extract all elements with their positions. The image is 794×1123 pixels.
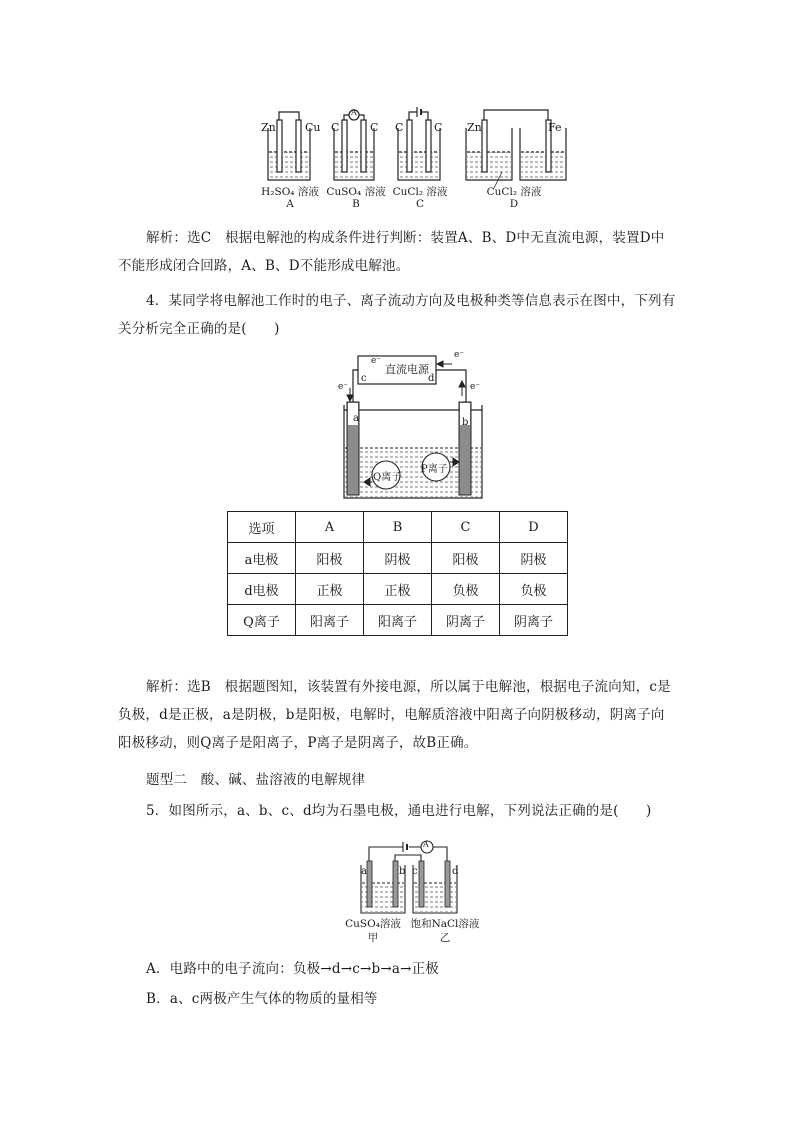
question-4: 4．某同学将电解池工作时的电子、离子流动方向及电极种类等信息表示在图中，下列有关分析完全正确的是( ): [118, 293, 676, 337]
table-header-cell: B: [364, 512, 432, 543]
fig1-c-left-label: C: [395, 121, 404, 134]
table-cell: 正极: [364, 574, 432, 605]
table-cell: 阴极: [364, 543, 432, 574]
options-table: [227, 511, 568, 636]
fig1-b-right-label: C: [370, 121, 379, 134]
analysis-question-4: 解析：选B 根据题图知，该装置有外接电源，所以属于电解池，根据电子流向知，c是负极，d是正极，a是阴极，b是阳极，电解时，电解质溶液中阳离子向阴极移动，阴离子向阳极移动，则Q离子是阳离子，P离子是阴离子，故B正确。: [118, 679, 671, 751]
fig1-b-left-label: C: [331, 121, 340, 134]
option-b: B．a、c两极产生气体的物质的量相等: [146, 991, 378, 1007]
fig1-d-letter: D: [509, 198, 519, 210]
fig3-electrode-a: a: [361, 866, 367, 877]
fig3-electrode-c: c: [412, 866, 418, 877]
table-row: [228, 605, 568, 636]
fig1-a-solution: H₂SO₄ 溶液: [261, 186, 319, 198]
analysis-question-3: 解析：选C 根据电解池的构成条件进行判断：装置A、B、D中无直流电源，装置D中不能形成闭合回路，A、B、D不能形成电解池。: [118, 230, 665, 274]
p-ion-label: P离子: [421, 464, 448, 475]
question-5: 5．如图所示，a、b、c、d均为石墨电极，通电进行电解，下列说法正确的是( ): [146, 803, 652, 819]
power-supply-label: 直流电源: [385, 363, 429, 376]
fig3-right-solution: 饱和NaCl溶液: [410, 918, 480, 930]
terminal-d-label: d: [428, 373, 435, 384]
electrode-b-label: b: [462, 417, 469, 428]
fig3-electrode-b: b: [399, 866, 406, 877]
fig1-c-letter: C: [415, 198, 425, 210]
table-header-cell: A: [296, 512, 364, 543]
table-cell: 负极: [432, 574, 500, 605]
table-cell: 阴离子: [500, 605, 568, 636]
fig3-left-solution: CuSO₄溶液: [345, 918, 401, 930]
fig1-b-letter: B: [352, 198, 360, 210]
fig1-b-ammeter-label: A: [351, 108, 357, 117]
table-cell: a电极: [228, 543, 296, 574]
electron-label-right-top: e⁻: [454, 350, 465, 360]
table-cell: d电极: [228, 574, 296, 605]
table-cell: Q离子: [228, 605, 296, 636]
electron-label-right: e⁻: [470, 382, 481, 392]
q-ion-label: Q离子: [373, 472, 402, 483]
fig1-a-left-label: Zn: [261, 121, 276, 134]
fig1-a-right-label: Cu: [305, 121, 321, 134]
table-cell: 阴极: [500, 543, 568, 574]
terminal-c-label: c: [361, 373, 367, 384]
table-header-cell: 选项: [228, 512, 296, 543]
table-cell: 阳离子: [296, 605, 364, 636]
table-cell: 阳极: [296, 543, 364, 574]
fig3-electrode-d: d: [452, 866, 459, 877]
fig1-c-solution: CuCl₂ 溶液: [392, 186, 448, 198]
fig1-c-right-label: C: [434, 121, 443, 134]
fig3-ammeter-label: A: [423, 840, 429, 849]
fig1-d-solution: CuCl₂ 溶液: [486, 186, 542, 198]
section-title: 题型二 酸、碱、盐溶液的电解规律: [146, 772, 366, 788]
fig1-b-solution: CuSO₄ 溶液: [326, 186, 386, 198]
table-cell: 阳离子: [364, 605, 432, 636]
electron-label-left: e⁻: [338, 382, 349, 392]
table-cell: 负极: [500, 574, 568, 605]
fig3-right-name: 乙: [439, 932, 451, 944]
electron-label-left-top: e⁻: [371, 356, 382, 366]
fig1-d-left-label: Zn: [467, 121, 482, 134]
fig1-d-right-label: Fe: [548, 121, 562, 134]
fig1-a-letter: A: [286, 198, 294, 210]
table-cell: 正极: [296, 574, 364, 605]
table-header-cell: C: [432, 512, 500, 543]
table-header-cell: D: [500, 512, 568, 543]
table-cell: 阴离子: [432, 605, 500, 636]
fig3-left-name: 甲: [367, 932, 379, 944]
electrode-a-label: a: [353, 413, 359, 424]
table-row: [228, 543, 568, 574]
table-row: [228, 574, 568, 605]
table-cell: 阳极: [432, 543, 500, 574]
option-a: A．电路中的电子流向：负极→d→c→b→a→正极: [146, 961, 439, 977]
table-header-row: [228, 512, 568, 543]
